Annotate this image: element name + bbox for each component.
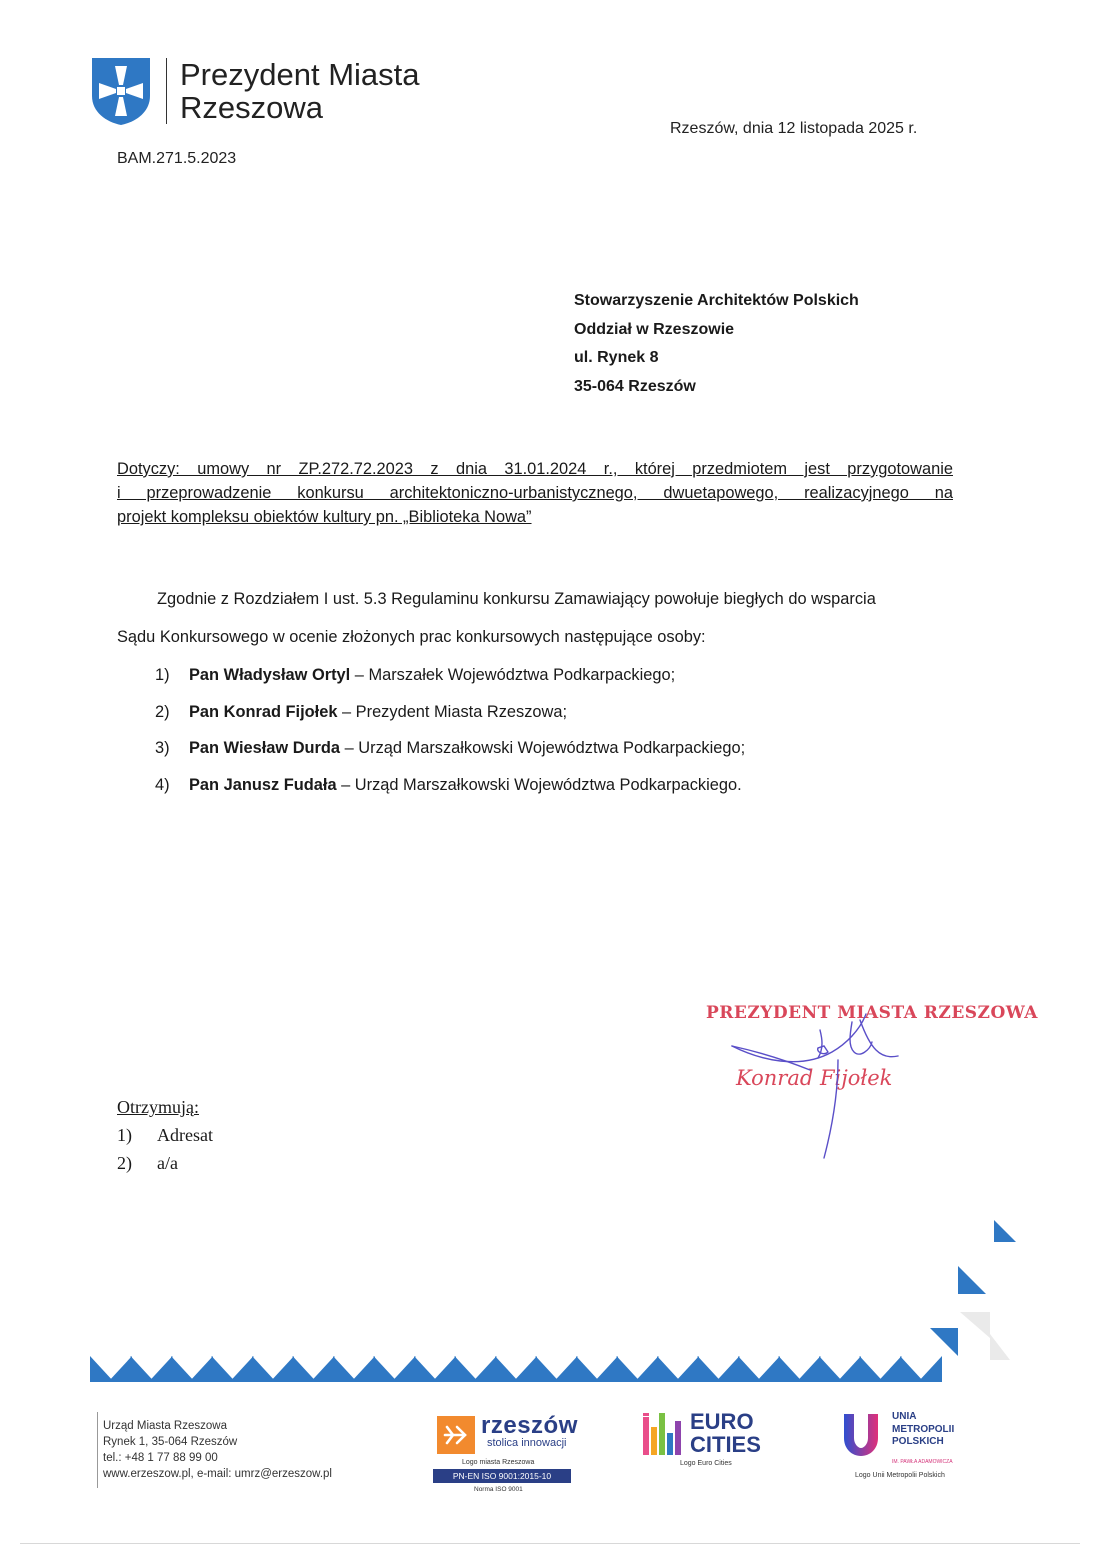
list-number: 1) [155, 666, 170, 684]
handwritten-signature [720, 1000, 950, 1170]
rzeszow-logo-name: rzeszów [481, 1412, 578, 1439]
eurocities-caption: Logo Euro Cities [680, 1460, 732, 1467]
subject-text: projekt kompleksu obiektów kultury pn. „Biblioteka Nowa” [117, 508, 532, 526]
footer-address-line: tel.: +48 1 77 88 99 00 [103, 1452, 218, 1464]
eurocities-logo-text [690, 1410, 761, 1456]
eurocities-line: CITIES [690, 1432, 761, 1457]
ump-line: METROPOLII [892, 1423, 955, 1435]
triangle-shape [878, 1356, 902, 1382]
eurocities-logo-icon [643, 1413, 683, 1455]
triangle-shape [698, 1356, 722, 1382]
appointee-name: Pan Janusz Fudała [189, 775, 337, 794]
iso-caption: Norma ISO 9001 [474, 1486, 523, 1493]
triangle-shape [432, 1356, 456, 1382]
footer-contact-link[interactable]: www.erzeszow.pl, e-mail: umrz@erzeszow.pl [103, 1468, 332, 1480]
triangle-shape [230, 1356, 254, 1382]
triangle-shape [837, 1356, 861, 1382]
triangle-shape [797, 1356, 821, 1382]
title-line-2: Rzeszowa [180, 90, 323, 125]
list-number: 4) [155, 775, 170, 794]
body-text: Sądu Konkursowego w ocenie złożonych prac konkursowych następujące osoby: [117, 628, 706, 646]
appointee-role: – Urząd Marszałkowski Województwa Podkarpackiego; [340, 739, 746, 757]
triangle-shape [414, 1356, 438, 1382]
triangle-shape [189, 1356, 213, 1382]
rzeszow-logo-icon [437, 1416, 475, 1454]
triangle-shape [351, 1356, 375, 1382]
footer-address-line: Urząd Miasta Rzeszowa [103, 1420, 227, 1432]
triangle-shape [212, 1356, 236, 1382]
triangle-shape [374, 1356, 398, 1382]
triangle-shape [900, 1356, 924, 1382]
triangle-shape [131, 1356, 155, 1382]
subject-text: Dotyczy: umowy nr ZP.272.72.2023 z dnia 31.01.2024 r., której przedmiotem jest przygotowanie [117, 460, 953, 478]
footer-address-line: Rynek 1, 35-064 Rzeszów [103, 1436, 238, 1448]
subject-text: i przeprowadzenie konkursu architektoniczno-urbanistycznego, dwuetapowego, realizacyjnego na [117, 484, 953, 502]
copy-recipient: a/a [157, 1153, 178, 1173]
ump-line: POLSKICH [892, 1436, 944, 1447]
ump-logo-text [892, 1411, 954, 1449]
triangle-shape [617, 1356, 641, 1382]
signature-stamp-name: Konrad Fijołek [736, 1066, 893, 1090]
triangle-shape [819, 1356, 843, 1382]
page-bottom-divider [20, 1543, 1080, 1544]
recipient-line: 35-064 Rzeszów [574, 377, 696, 395]
appointee-name: Pan Władysław Ortyl [189, 666, 351, 684]
ump-caption: Logo Unii Metropolii Polskich [855, 1472, 945, 1479]
appointee-list [155, 657, 745, 803]
city-crest-logo [90, 56, 152, 126]
ump-line: UNIA [892, 1411, 917, 1422]
rzeszow-logo-tagline: stolica innowacji [487, 1437, 567, 1449]
list-item [155, 694, 745, 731]
list-number: 1) [117, 1125, 132, 1145]
ump-logo-subtitle: IM. PAWŁA ADAMOWICZA [892, 1459, 953, 1465]
triangle-shape [716, 1356, 740, 1382]
triangle-shape [536, 1356, 560, 1382]
triangle-shape [252, 1356, 276, 1382]
triangle-shape [513, 1356, 537, 1382]
footer-divider [97, 1412, 98, 1488]
recipient-line: Stowarzyszenie Architektów Polskich [574, 292, 859, 309]
eurocities-line: EURO [690, 1409, 754, 1434]
page-title [180, 58, 420, 124]
recipient-address [574, 287, 859, 401]
recipient-line: ul. Rynek 8 [574, 349, 659, 366]
appointee-role: – Marszałek Województwa Podkarpackiego; [350, 666, 676, 684]
triangle-shape [90, 1356, 114, 1382]
triangle-shape [594, 1356, 618, 1382]
appointee-name: Pan Konrad Fijołek [189, 702, 338, 721]
footer-address [103, 1418, 332, 1482]
header-divider [166, 58, 167, 124]
subject-line [117, 457, 953, 529]
triangle-shape [473, 1356, 497, 1382]
triangle-shape [635, 1356, 659, 1382]
decorative-triangle-border [0, 1220, 1100, 1405]
copies-list [117, 1093, 213, 1177]
list-item [155, 767, 745, 804]
triangle-shape [108, 1356, 132, 1382]
title-line-1: Prezydent Miasta [180, 57, 420, 92]
triangle-shape [311, 1356, 335, 1382]
place-date: Rzeszów, dnia 12 listopada 2025 r. [670, 120, 918, 137]
list-item [117, 1121, 213, 1149]
triangle-shape [756, 1356, 780, 1382]
triangle-shape [576, 1356, 600, 1382]
triangle-shape [270, 1356, 294, 1382]
appointee-name: Pan Wiesław Durda [189, 739, 341, 757]
list-item [155, 730, 745, 767]
triangle-shape [171, 1356, 195, 1382]
reference-number: BAM.271.5.2023 [117, 150, 237, 167]
triangle-shape [860, 1356, 884, 1382]
copy-recipient: Adresat [157, 1125, 213, 1145]
triangle-shape [392, 1356, 416, 1382]
appointee-role: – Urząd Marszałkowski Województwa Podkarpackiego. [336, 775, 742, 794]
copies-title: Otrzymują: [117, 1097, 199, 1117]
list-item [117, 1149, 213, 1177]
triangle-shape [149, 1356, 173, 1382]
signature-stamp-title: PREZYDENT MIASTA RZESZOWA [706, 1003, 1038, 1023]
triangle-shape [293, 1356, 317, 1382]
triangle-shape [918, 1356, 942, 1382]
triangle-shape [738, 1356, 762, 1382]
triangle-shape [779, 1356, 803, 1382]
rzeszow-logo-caption: Logo miasta Rzeszowa [462, 1459, 535, 1466]
triangle-shape [495, 1356, 519, 1382]
ump-logo-icon [838, 1412, 884, 1458]
list-item [155, 657, 745, 694]
body-paragraph [117, 580, 953, 656]
list-number: 2) [155, 702, 170, 721]
triangle-shape [554, 1356, 578, 1382]
recipient-line: Oddział w Rzeszowie [574, 320, 735, 338]
triangle-shape [657, 1356, 681, 1382]
triangle-shape [333, 1356, 357, 1382]
list-number: 2) [117, 1153, 132, 1173]
appointee-role: – Prezydent Miasta Rzeszowa; [337, 702, 568, 721]
body-text: Zgodnie z Rozdziałem I ust. 5.3 Regulaminu konkursu Zamawiający powołuje biegłych do wsparcia [157, 590, 876, 608]
list-number: 3) [155, 739, 170, 757]
triangle-shape [455, 1356, 479, 1382]
iso-badge: PN-EN ISO 9001:2015-10 [433, 1469, 571, 1483]
triangle-shape [675, 1356, 699, 1382]
